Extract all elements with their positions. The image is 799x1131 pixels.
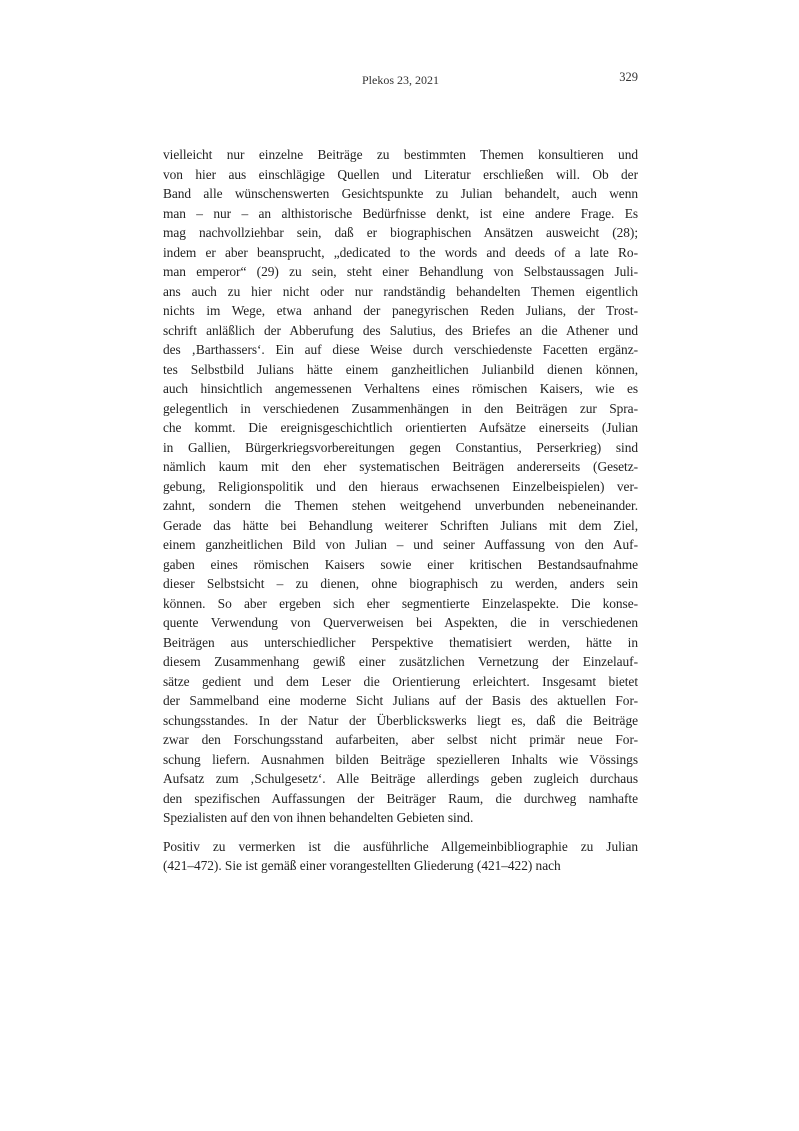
text-line: dieser Selbstsicht – zu dienen, ohne biographisch zu werden, anders sein (163, 576, 638, 591)
text-line: man emperor“ (29) zu sein, steht einer Behandlung von Selbstaussagen Juli- (163, 264, 638, 279)
text-line: quente Verwendung von Querverweisen bei Aspekten, die in verschiedenen (163, 615, 638, 630)
text-line: Gerade das hätte bei Behandlung weiterer Schriften Julians mit dem Ziel, (163, 517, 638, 533)
text-line: zahnt, sondern die Themen stehen weitgehend unverbunden nebeneinander. (163, 498, 638, 513)
text-line: des ‚Barthassers‘. Ein auf diese Weise durch verschiedenste Facetten ergänz- (163, 342, 638, 357)
text-line: schungsstandes. In der Natur der Überblickswerks liegt es, daß die Beiträge (163, 712, 638, 728)
text-line: auch hinsichtlich angemessenen Verhaltens eines römischen Kaisers, wie es (163, 381, 638, 396)
journal-title: Plekos 23, 2021 (361, 73, 439, 87)
text-line: der Sammelband eine moderne Sicht Julians auf der Basis des aktuellen For- (163, 693, 638, 708)
paragraph (163, 145, 638, 828)
text-line: vielleicht nur einzelne Beiträge zu bestimmten Themen konsultieren und (163, 147, 638, 162)
text-line: Spezialisten auf den von ihnen behandelten Gebieten sind. (163, 810, 474, 825)
text-line: tes Selbstbild Julians hätte einem ganzheitlichen Julianbild dienen können, (163, 361, 638, 377)
text-line: von hier aus einschlägige Quellen und Literatur erschließen will. Ob der (163, 166, 638, 182)
text-line: Aufsatz zum ‚Schulgesetz‘. Alle Beiträge allerdings geben zugleich durchaus (163, 771, 638, 786)
text-line: ans auch zu hier nicht oder nur randständig behandelten Themen eigentlich (163, 283, 638, 299)
text-line: (421–472). Sie ist gemäß einer vorangestellten Gliederung (421–422) nach (163, 858, 561, 873)
text-line: man – nur – an althistorische Bedürfnisse denkt, ist eine andere Frage. Es (163, 205, 638, 221)
text-line: schung liefern. Ausnahmen bilden Beiträge spezielleren Inhalts wie Vössings (163, 751, 638, 767)
page-number: 329 (619, 70, 638, 84)
text-line: Beiträgen aus unterschiedlicher Perspektive thematisiert werden, hätte in (163, 634, 638, 650)
text-line: zwar den Forschungsstand aufarbeiten, aber selbst nicht primär neue For- (163, 732, 638, 747)
text-line: indem er aber beansprucht, „dedicated to the words and deeds of a late Ro- (163, 244, 638, 260)
text-line: können. So aber ergeben sich eher segmentierte Einzelaspekte. Die konse- (163, 595, 638, 611)
text-line: gaben eines römischen Kaisers sowie einer kritischen Bestandsaufnahme (163, 556, 638, 572)
text-line: mag nachvollziehbar sein, daß er biographischen Ansätzen ausweicht (28); (163, 225, 638, 240)
text-line: nichts im Wege, etwa anhand der panegyrischen Reden Julians, der Trost- (163, 303, 638, 318)
text-line: gebung, Religionspolitik und den hieraus erwachsenen Einzelbeispielen) ver- (163, 478, 638, 494)
text-line: Band alle wünschenswerten Gesichtspunkte zu Julian behandelt, auch wenn (163, 186, 638, 201)
text-block (163, 145, 638, 876)
text-line: che kommt. Die ereignisgeschichtlich orientierten Aufsätze einerseits (Julian (163, 420, 638, 435)
text-line: nämlich kaum mit den eher systematischen Beiträgen andererseits (Gesetz- (163, 459, 638, 474)
text-line: Positiv zu vermerken ist die ausführliche Allgemeinbibliographie zu Julian (163, 838, 638, 854)
text-line: sätze gedient und dem Leser die Orientierung erleichtert. Insgesamt bietet (163, 673, 638, 689)
running-header (163, 70, 638, 87)
paragraph (163, 837, 638, 876)
text-line: schrift anläßlich der Abberufung des Salutius, des Briefes an die Athener und (163, 322, 638, 338)
text-line: den spezifischen Auffassungen der Beiträger Raum, die durchweg namhafte (163, 790, 638, 806)
text-line: in Gallien, Bürgerkriegsvorbereitungen gegen Constantius, Perserkrieg) sind (163, 439, 638, 455)
text-line: diesem Zusammenhang gewiß einer zusätzlichen Vernetzung der Einzelauf- (163, 654, 638, 669)
text-line: gelegentlich in verschiedenen Zusammenhängen in den Beiträgen zur Spra- (163, 400, 638, 416)
text-line: einem ganzheitlichen Bild von Julian – und seiner Auffassung von den Auf- (163, 537, 638, 552)
